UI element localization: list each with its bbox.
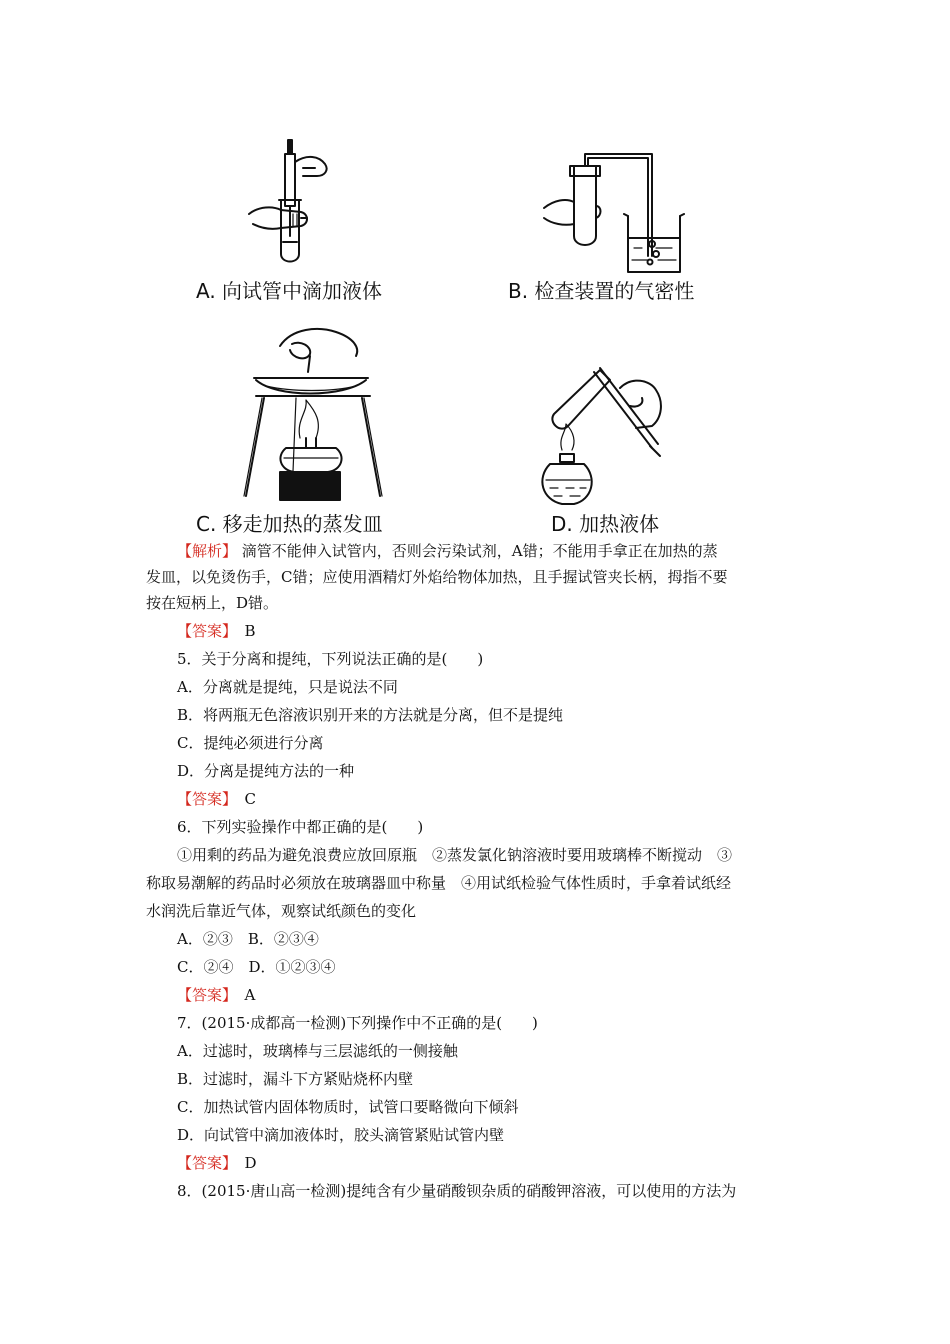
q5-option-c: C．提纯必须进行分离 (177, 734, 324, 752)
q6-answer: A (244, 986, 256, 1004)
q6-line-3: 水润洗后靠近气体，观察试纸颜色的变化 (146, 902, 417, 920)
q6-line-1: ①用剩的药品为避免浪费应放回原瓶 ②蒸发氯化钠溶液时要用玻璃棒不断搅动 ③ (177, 846, 733, 864)
q6-answer-line: 【答案】 A (177, 986, 256, 1004)
q6-options-row-2: C．②④ D．①②③④ (177, 958, 336, 976)
q5-stem: 5．关于分离和提纯，下列说法正确的是( ) (177, 650, 484, 668)
figure-c-caption: C. 移走加热的蒸发皿 (196, 512, 383, 536)
figure-a-dropper-into-test-tube (245, 136, 345, 268)
q7-answer-line: 【答案】 D (177, 1154, 257, 1172)
q5-answer: C (244, 790, 257, 808)
figure-b-airtightness-check (540, 136, 700, 278)
q7-answer: D (244, 1154, 257, 1172)
q7-option-d: D．向试管中滴加液体时，胶头滴管紧贴试管内壁 (177, 1126, 505, 1144)
q7-stem: 7．(2015·成都高一检测)下列操作中不正确的是( ) (177, 1014, 538, 1032)
figure-d-heating-liquid (540, 360, 690, 510)
q5-answer-line: 【答案】 C (177, 790, 257, 808)
figure-d-caption: D. 加热液体 (551, 512, 660, 536)
q6-stem: 6．下列实验操作中都正确的是( ) (177, 818, 424, 836)
figure-a-caption: A. 向试管中滴加液体 (196, 279, 383, 303)
q7-option-c: C．加热试管内固体物质时，试管口要略微向下倾斜 (177, 1098, 519, 1116)
q6-options-row-1: A．②③ B．②③④ (177, 930, 319, 948)
q5-option-b: B．将两瓶无色溶液识别开来的方法就是分离，但不是提纯 (177, 706, 564, 724)
q4-answer-line: 【答案】 B (177, 622, 256, 640)
q5-option-a: A．分离就是提纯，只是说法不同 (177, 678, 398, 696)
analysis-line-3: 按在短柄上，D错。 (146, 594, 279, 612)
q5-option-d: D．分离是提纯方法的一种 (177, 762, 355, 780)
analysis-line-1: 【解析】 滴管不能伸入试管内，否则会污染试剂，A错；不能用手拿正在加热的蒸 (177, 542, 718, 560)
figure-c-evaporating-dish (236, 316, 390, 506)
figure-b-caption: B. 检查装置的气密性 (508, 279, 695, 303)
q7-option-a: A．过滤时，玻璃棒与三层滤纸的一侧接触 (177, 1042, 458, 1060)
q4-answer: B (244, 622, 256, 640)
analysis-tag: 【解析】 (177, 542, 238, 560)
q8-stem: 8．(2015·唐山高一检测)提纯含有少量硝酸钡杂质的硝酸钾溶液，可以使用的方法为 (177, 1182, 737, 1200)
q6-line-2: 称取易潮解的药品时必须放在玻璃器皿中称量 ④用试纸检验气体性质时，手拿着试纸经 (146, 874, 732, 892)
q7-option-b: B．过滤时，漏斗下方紧贴烧杯内壁 (177, 1070, 414, 1088)
analysis-line-2: 发皿，以免烫伤手，C错；应使用酒精灯外焰给物体加热，且手握试管夹长柄，拇指不要 (146, 568, 728, 586)
